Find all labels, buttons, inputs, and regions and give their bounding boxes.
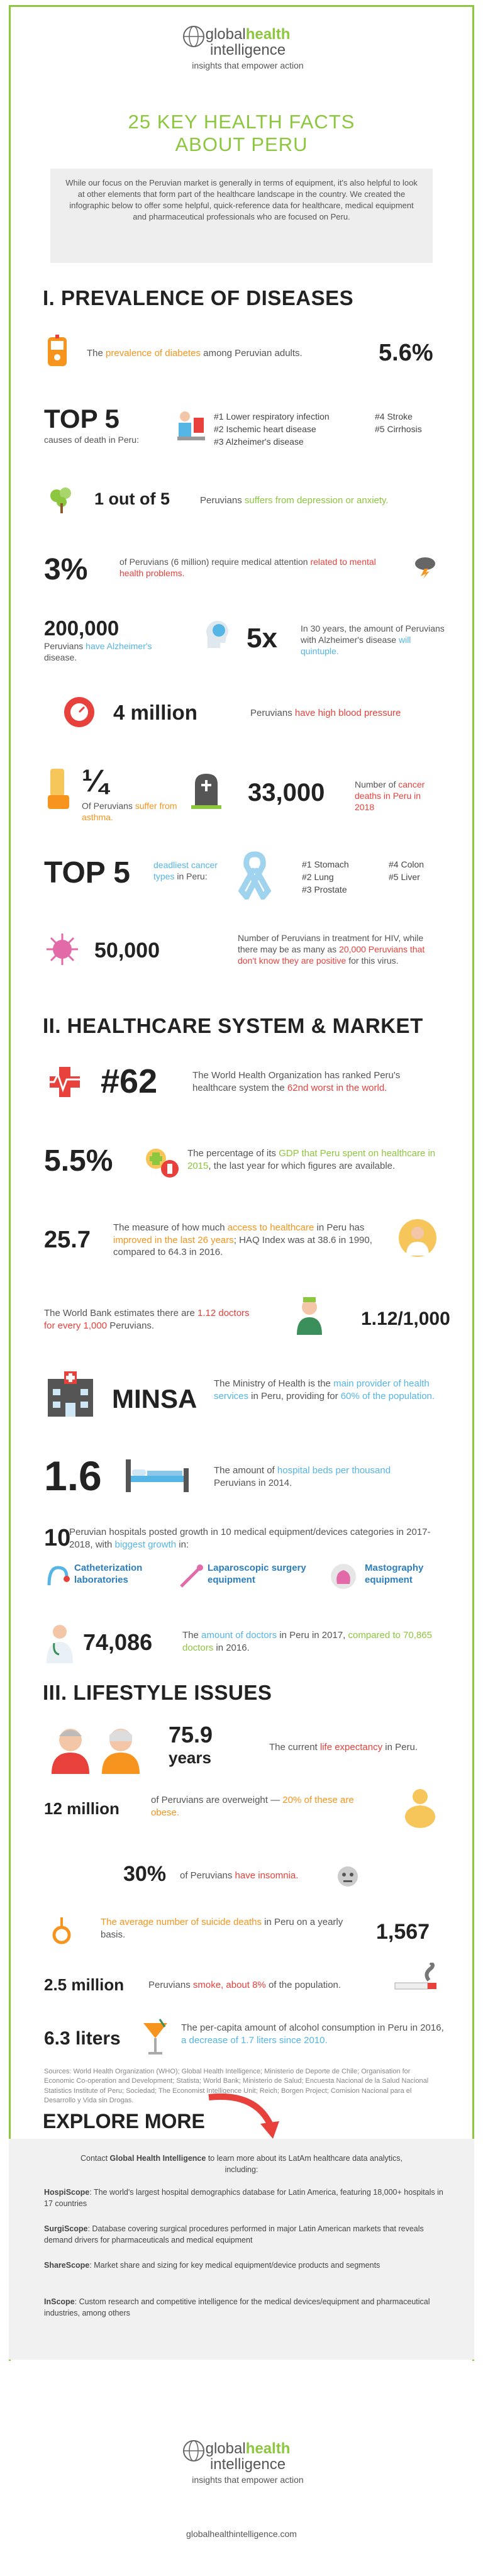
sharescope-item: ShareScope: Market share and sizing for key medical equipment/device products and segments xyxy=(44,2261,380,2270)
haq-value: 25.7 xyxy=(44,1227,91,1253)
surgiscope-name: SurgiScope xyxy=(44,2224,88,2233)
page-title xyxy=(0,111,483,156)
red-arrow-icon xyxy=(205,2092,287,2140)
suicide-value: 1,567 xyxy=(376,1920,430,1944)
logo xyxy=(0,26,483,70)
insomnia-value: 30% xyxy=(123,1862,167,1886)
cause-1: #1 Lower respiratory infection xyxy=(214,411,330,421)
asthma-value: ¼ xyxy=(82,763,108,798)
life-expectancy-unit: years xyxy=(169,1748,211,1767)
cancer-ribbon-icon xyxy=(238,849,272,900)
doctors-ratio-value: 1.12/1,000 xyxy=(361,1308,450,1329)
footer-logo xyxy=(0,2441,483,2485)
cause-3: #3 Alzheimer's disease xyxy=(214,437,304,447)
mental-health-text: of Peruvians (6 million) require medical attention related to mental health problems. xyxy=(119,557,376,579)
logo-health: health xyxy=(245,26,291,43)
beds-value: 1.6 xyxy=(44,1452,102,1499)
life-expectancy-text: The current life expectancy in Peru. xyxy=(269,1742,418,1753)
top5-cancer-list-b xyxy=(389,858,424,883)
section-3-title: III. LIFESTYLE ISSUES xyxy=(43,1681,272,1704)
diabetes-value: 5.6% xyxy=(379,340,433,366)
growth-item-3: Mastography equipment xyxy=(365,1563,424,1585)
globe-icon xyxy=(181,24,206,49)
doctors-count-text: The amount of doctors in Peru in 2017, compared to 70,865 doctors in 2016. xyxy=(182,1630,432,1653)
cancer-deaths-value: 33,000 xyxy=(248,779,325,806)
hiv-text: Number of Peruvians in treatment for HIV, while there may be as many as 20,000 Peruvians that don't know they are positive for this virus. xyxy=(238,933,425,966)
hospital-bed-patient-icon xyxy=(175,409,206,445)
footer-globe-icon xyxy=(181,2438,206,2463)
top5-cancer-list-a xyxy=(302,858,349,896)
section-2-title: II. HEALTHCARE SYSTEM & MARKET xyxy=(43,1014,423,1037)
catheter-icon xyxy=(44,1563,72,1590)
top5-causes-sub: causes of death in Peru: xyxy=(44,435,139,445)
cocktail-glass-icon xyxy=(141,2018,170,2057)
mental-health-value: 3% xyxy=(44,553,88,586)
footer-logo-intelligence: intelligence xyxy=(209,2456,286,2473)
cancer-4: #4 Colon xyxy=(389,859,425,869)
title-line-2: ABOUT PERU xyxy=(175,133,308,155)
depression-value: 1 out of 5 xyxy=(94,489,170,508)
doctors-ratio-text: The World Bank estimates there are 1.12 doctors for every 1,000 Peruvians. xyxy=(44,1308,250,1331)
smokers-value: 2.5 million xyxy=(44,1975,125,1994)
footer-tagline: insights that empower action xyxy=(192,2475,304,2485)
blood-pressure-text: Peruvians have high blood pressure xyxy=(250,708,401,718)
depression-text: Peruvians suffers from depression or anxiety. xyxy=(200,495,389,506)
alzheimers-future-text: In 30 years, the amount of Peruvians with Alzheimer's disease will quintuple. xyxy=(301,623,445,657)
top5-causes-list-b xyxy=(375,410,422,435)
gdp-value: 5.5% xyxy=(44,1144,113,1178)
top5-cancer-sub: deadliest cancer types in Peru: xyxy=(153,860,218,882)
head-brain-icon xyxy=(201,618,231,650)
laparoscope-icon xyxy=(177,1563,205,1590)
cancer-5: #5 Liver xyxy=(389,872,420,882)
footer-logo-health: health xyxy=(245,2440,291,2457)
top5-causes-heading: TOP 5 xyxy=(44,404,119,433)
top5-cancer-heading: TOP 5 xyxy=(44,856,130,889)
hospiscope-item: HospiScope: The world's largest hospital demographics database for Latin America, featuring 18,000+ hospitals in 17 countries xyxy=(44,2188,443,2209)
elderly-people-icon xyxy=(45,1724,158,1774)
insomnia-text: of Peruvians have insomnia. xyxy=(180,1870,299,1881)
blood-pressure-gauge-icon xyxy=(60,694,99,730)
doctors-count-value: 74,086 xyxy=(83,1629,153,1655)
sharescope-name: ShareScope xyxy=(44,2261,90,2270)
asthma-text: Of Peruvians suffer from asthma. xyxy=(82,801,177,823)
explore-intro: Contact Global Health Intelligence to learn more about its LatAm healthcare data analytics, including: xyxy=(80,2154,403,2175)
equipment-growth-value: 10 xyxy=(44,1525,71,1551)
cause-5: #5 Cirrhosis xyxy=(375,424,422,434)
who-rank-text: The World Health Organization has ranked Peru's healthcare system the 62nd worst in the world. xyxy=(192,1070,401,1093)
inhaler-icon xyxy=(44,766,73,814)
title-line-1: 25 KEY HEALTH FACTS xyxy=(128,111,355,133)
logo-global: global xyxy=(205,26,246,43)
footer-logo-global: global xyxy=(205,2440,246,2457)
doctor-stethoscope-icon xyxy=(44,1622,75,1663)
explore-title: EXPLORE MORE xyxy=(43,2110,205,2133)
doctor-circle-icon xyxy=(396,1217,439,1259)
intro-box xyxy=(50,169,433,263)
gdp-text: The percentage of its GDP that Peru spent on healthcare in 2015, the last year for which figures are available. xyxy=(187,1148,436,1171)
growth-item-1: Catheterization laboratories xyxy=(74,1563,143,1585)
smokers-text: Peruvians smoke, about 8% of the population. xyxy=(148,1980,341,1990)
top5-causes-list-a xyxy=(214,410,330,448)
overweight-value: 12 million xyxy=(44,1799,119,1818)
virus-icon xyxy=(44,931,80,967)
life-expectancy-number: 75.9 xyxy=(169,1722,213,1748)
minsa-value: MINSA xyxy=(112,1384,197,1413)
life-expectancy-value xyxy=(169,1724,213,1769)
equipment-growth-text: Peruvian hospitals posted growth in 10 medical equipment/devices categories in 2017-2018, with biggest growth in: xyxy=(69,1527,431,1550)
sleepless-face-icon xyxy=(335,1863,361,1890)
diabetes-text: The prevalence of diabetes among Peruvian adults. xyxy=(87,348,303,359)
sources-text: Sources: World Health Organization (WHO); Global Health Intelligence; Ministerio de Deporte de Chile; Organisation for Economic Co-operation and Development; Statista; World Bank; Ministerio de Salud; Encuesta Nacional de la Salud Nacional Statistics Institute of Peru; Sociedad; The Economist Intelligence Unit; Reich; Borgen Project; Comision Nacional para el Desarrollo y Vida sin Drogas. xyxy=(44,2068,429,2105)
inscope-name: InScope xyxy=(44,2297,75,2306)
health-spending-icon xyxy=(142,1144,180,1181)
alzheimers-multiplier: 5x xyxy=(247,623,277,654)
mastography-icon xyxy=(328,1561,358,1592)
haq-text: The measure of how much access to healthcare in Peru has improved in the last 26 years; HAQ Index was at 38.6 in 1990, compared to 64.3 in 2016. xyxy=(113,1222,372,1257)
noose-icon xyxy=(49,1916,74,1945)
hospiscope-name: HospiScope xyxy=(44,2188,90,2197)
doctor-icon xyxy=(294,1296,325,1335)
alzheimers-value: 200,000 xyxy=(44,616,119,640)
overweight-person-icon xyxy=(401,1787,439,1829)
surgiscope-item: SurgiScope: Database covering surgical procedures performed in major Latin American markets that reveals demand drivers for pharmaceuticals and medical equipment xyxy=(44,2224,424,2245)
medical-cross-heartbeat-icon xyxy=(44,1064,86,1100)
overweight-text: of Peruvians are overweight — 20% of these are obese. xyxy=(151,1795,354,1818)
cause-2: #2 Ischemic heart disease xyxy=(214,424,316,434)
minsa-text: The Ministry of Health is the main provider of health services in Peru, providing for 60% of the population. xyxy=(214,1378,435,1402)
cancer-3: #3 Prostate xyxy=(302,884,347,895)
alcohol-text: The per-capita amount of alcohol consumption in Peru in 2016, a decrease of 1.7 liters since 2010. xyxy=(181,2022,444,2046)
cause-4: #4 Stroke xyxy=(375,411,413,421)
section-1-title: I. PREVALENCE OF DISEASES xyxy=(43,286,354,309)
hospital-building-icon xyxy=(44,1370,97,1419)
intro-text: While our focus on the Peruvian market is generally in terms of equipment, it's also helpful to look at other elements that form part of the healthcare landscape in the country. We created the infographic below to offer some helpful, quick-reference data for healthcare, medical equipment and pharmaceutical professionals who are focused on Peru. xyxy=(65,178,418,221)
blood-pressure-value: 4 million xyxy=(113,701,197,724)
cancer-1: #1 Stomach xyxy=(302,859,349,869)
growth-item-2: Laparoscopic surgery equipment xyxy=(208,1563,306,1585)
cigarette-icon xyxy=(392,1963,439,1994)
logo-intelligence: intelligence xyxy=(209,42,286,59)
hiv-value: 50,000 xyxy=(94,939,160,962)
alzheimers-text: Peruvians have Alzheimer's disease. xyxy=(44,641,152,663)
brain-tree-icon xyxy=(44,484,83,515)
glucose-meter-icon xyxy=(44,335,72,370)
cancer-2: #2 Lung xyxy=(302,872,334,882)
logo-tagline: insights that empower action xyxy=(192,60,304,70)
who-rank-value: #62 xyxy=(101,1062,158,1100)
footer-url-link[interactable]: globalhealthintelligence.com xyxy=(186,2529,297,2539)
suicide-text: The average number of suicide deaths in Peru on a yearly basis. xyxy=(101,1917,343,1940)
beds-text: The amount of hospital beds per thousand Peruvians in 2014. xyxy=(214,1465,391,1488)
alcohol-value: 6.3 liters xyxy=(44,2028,121,2049)
tombstone-icon xyxy=(189,771,224,809)
storm-cloud-icon xyxy=(412,552,438,579)
hospital-bed-icon xyxy=(123,1457,191,1495)
cancer-deaths-text: Number of cancer deaths in Peru in 2018 xyxy=(355,779,425,813)
inscope-item: InScope: Custom research and competitive intelligence for the medical devices/equipment and pharmaceutical industries, among others xyxy=(44,2297,430,2318)
